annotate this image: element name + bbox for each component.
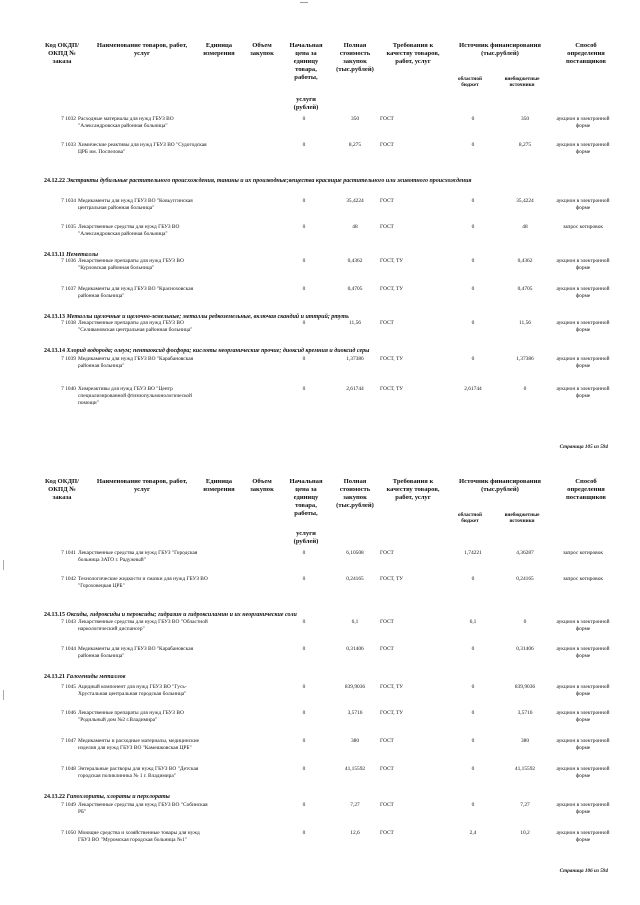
- quality-requirements: ГОСТ, ТУ: [380, 710, 404, 716]
- order-code: 7 1036: [61, 258, 76, 264]
- order-code: 7 1046: [61, 710, 76, 716]
- header-cost: Полная стоимость закупок (тыс.рублей): [336, 42, 374, 73]
- header-price: Начальная цена за единицу товара, работы,: [289, 478, 323, 517]
- header-name: Наименование товаров, работ, услуг: [96, 42, 188, 57]
- section-title: Гипохлориты, хлораты и перхлораты: [66, 794, 170, 800]
- item-name: Лекарственные препараты для нужд ГБУЗ ВО "Селивановская центральная районная больница": [78, 320, 193, 333]
- total-cost: 12,6: [350, 830, 360, 836]
- header-regional: областной бюджет: [458, 512, 482, 524]
- page-number: Страница 106 из 594: [559, 868, 608, 874]
- order-code: 7 1049: [61, 802, 76, 808]
- unit-price: 0: [302, 766, 306, 772]
- total-cost: 8,275: [348, 142, 362, 148]
- item-name: Медикаменты и расходные материалы, медицинские изделия для нужд ГБУЗ ВО "Камешковская ЦРБ": [78, 738, 199, 751]
- item-name: Расходные материалы для нужд ГБУЗ ВО "Александровская районная больница": [78, 116, 174, 129]
- order-code: 7 1048: [61, 766, 76, 772]
- unit-price: 0: [302, 386, 306, 392]
- item-name: Моющие средства и хозяйственные товары для нужд ГБУЗ ВО "Муромская городская больница №1": [78, 830, 200, 843]
- extra-budget: 4,36287: [516, 550, 534, 556]
- extra-budget: 839,9036: [514, 684, 536, 690]
- supplier-method: аукцион в электронной форме: [556, 258, 610, 271]
- supplier-method: аукцион в электронной форме: [556, 802, 610, 815]
- regional-budget: 1,74221: [464, 550, 482, 556]
- order-code: 7 1045: [61, 684, 76, 690]
- unit-price: 0: [302, 116, 306, 122]
- unit-price: 0: [302, 142, 306, 148]
- quality-requirements: ГОСТ: [380, 142, 394, 148]
- unit-price: 0: [302, 286, 306, 292]
- supplier-method: запрос котировок: [562, 224, 604, 230]
- regional-budget: 0: [471, 142, 475, 148]
- regional-budget: 0: [471, 224, 475, 230]
- header-method: Способ определения поставщиков: [566, 478, 606, 501]
- extra-budget: 8,275: [518, 142, 532, 148]
- item-name: Лекарственные препараты для нужд ГБУЗ ВО "Курловская районная больница": [78, 258, 184, 271]
- order-code: 7 1039: [61, 356, 76, 362]
- item-name: Лекарственные средства для нужд ГБУЗ ВО "Собинская РБ": [78, 802, 208, 815]
- order-code: 7 1050: [61, 830, 76, 836]
- supplier-method: аукцион в электронной форме: [556, 830, 610, 843]
- extra-budget: 0: [523, 619, 527, 625]
- regional-budget: 6,1: [469, 619, 477, 625]
- unit-price: 0: [302, 802, 306, 808]
- page-number: Страница 105 из 594: [559, 444, 608, 450]
- header-source: Источник финансирования (тыс.рублей): [459, 478, 541, 493]
- item-name: Энтеральные растворы для нужд ГБУЗ ВО "Детская городская поликлиника № 1 г. Владимира": [78, 766, 199, 779]
- quality-requirements: ГОСТ: [380, 619, 394, 625]
- extra-budget: 3,5716: [517, 710, 533, 716]
- extra-budget: 48: [522, 224, 528, 230]
- total-cost: 0,24165: [346, 576, 364, 582]
- header-price-unit: услуги (рублей): [293, 530, 319, 545]
- header-volume: Объем закупок: [250, 42, 274, 57]
- quality-requirements: ГОСТ, ТУ: [380, 576, 404, 582]
- total-cost: 35,4224: [346, 198, 364, 204]
- order-code: 7 1041: [61, 550, 76, 556]
- supplier-method: аукцион в электронной форме: [556, 198, 610, 211]
- quality-requirements: ГОСТ: [380, 738, 394, 744]
- item-name: Лекарственные средства для нужд ГБУЗ ВО "Александровская районная больница": [78, 224, 180, 237]
- quality-requirements: ГОСТ: [380, 116, 394, 122]
- quality-requirements: ГОСТ: [380, 550, 394, 556]
- extra-budget: 7,27: [520, 802, 530, 808]
- regional-budget: 0: [471, 198, 475, 204]
- header-method: Способ определения поставщиков: [566, 42, 606, 65]
- section-title: Хлорид водорода; олеум; пентаоксид фосфора; кислоты неорганические прочие; диоксид кремния и диоксид серы: [66, 348, 370, 354]
- regional-budget: 0: [471, 116, 475, 122]
- unit-price: 0: [302, 619, 306, 625]
- quality-requirements: ГОСТ, ТУ: [380, 386, 404, 392]
- header-regional: областной бюджет: [458, 76, 482, 88]
- section-heading: [44, 794, 584, 802]
- total-cost: 7,27: [350, 802, 360, 808]
- order-code: 7 1042: [61, 576, 76, 582]
- total-cost: 6,10508: [346, 550, 364, 556]
- item-name: Технологические жидкости и смазки для нужд ГБУЗ ВО "Гороховецкая ЦРБ": [78, 576, 208, 589]
- section-title: Неметаллы: [66, 252, 99, 258]
- order-code: 7 1032: [61, 116, 76, 122]
- scan-mark: [300, 2, 308, 3]
- supplier-method: аукцион в электронной форме: [556, 619, 610, 632]
- header-code: Код ОКДП/ ОКПД № заказа: [45, 478, 79, 501]
- total-cost: 48: [352, 224, 358, 230]
- unit-price: 0: [302, 646, 306, 652]
- section-heading: [44, 674, 584, 682]
- section-code: 24.12.22: [44, 178, 65, 184]
- total-cost: 3,5716: [347, 710, 363, 716]
- extra-budget: 10,2: [520, 830, 530, 836]
- section-title: Металлы щелочные и щелочно-земельные; металлы редкоземельные, включая скандий и иттрий; ртуть: [66, 314, 349, 320]
- item-name: Лекарственные средства для нужд ГБУЗ "Городская больница ЗАТО г. Радужный": [78, 550, 198, 563]
- header-code: Код ОКДП/ ОКПД № заказа: [45, 42, 79, 65]
- regional-budget: 0: [471, 320, 475, 326]
- section-code: 24.13.15: [44, 612, 65, 618]
- supplier-method: запрос котировок: [562, 550, 604, 556]
- item-name: Ацидный компонент для нужд ГБУЗ ВО "Гусь-Хрустальная центральная городская больница": [78, 684, 187, 697]
- unit-price: 0: [302, 198, 306, 204]
- regional-budget: 0: [471, 738, 475, 744]
- supplier-method: аукцион в электронной форме: [556, 386, 610, 399]
- quality-requirements: ГОСТ: [380, 320, 394, 326]
- unit-price: 0: [302, 550, 306, 556]
- extra-budget: 0,4705: [517, 286, 533, 292]
- total-cost: 41,15592: [344, 766, 366, 772]
- header-requirements: Требования к качеству товаров, работ, услуг: [386, 478, 440, 501]
- regional-budget: 0: [471, 710, 475, 716]
- unit-price: 0: [302, 224, 306, 230]
- regional-budget: 0: [471, 258, 475, 264]
- section-code: 24.13.13: [44, 314, 65, 320]
- order-code: 7 1043: [61, 619, 76, 625]
- header-extra: внебюджетные источники: [504, 76, 540, 88]
- regional-budget: 2,61744: [464, 386, 482, 392]
- unit-price: 0: [302, 830, 306, 836]
- order-code: 7 1040: [61, 386, 76, 392]
- quality-requirements: ГОСТ: [380, 802, 394, 808]
- order-code: 7 1034: [61, 198, 76, 204]
- order-code: 7 1047: [61, 738, 76, 744]
- total-cost: 0,31406: [346, 646, 364, 652]
- section-title: Оксиды, гидроксиды и пероксиды; гидразин и гидроксиламин и их неорганические соли: [66, 612, 297, 618]
- supplier-method: запрос котировок: [562, 576, 604, 582]
- section-code: 24.13.14: [44, 348, 65, 354]
- section-heading: [44, 178, 584, 186]
- section-title: Галогениды металлов: [66, 674, 126, 680]
- total-cost: 0,4362: [347, 258, 363, 264]
- unit-price: 0: [302, 258, 306, 264]
- item-name: Медикаменты для нужд ГБУЗ ВО "Карабановская районная больница": [78, 646, 194, 659]
- extra-budget: 35,4224: [516, 198, 534, 204]
- regional-budget: 0: [471, 576, 475, 582]
- quality-requirements: ГОСТ: [380, 830, 394, 836]
- header-unit: Единица измерения: [203, 478, 235, 493]
- quality-requirements: ГОСТ, ТУ: [380, 258, 404, 264]
- extra-budget: 1,37386: [516, 356, 534, 362]
- item-name: Лекарственные препараты для нужд ГБУЗ ВО "Родильный дом №2 г.Владимира": [78, 710, 184, 723]
- extra-budget: 41,15592: [514, 766, 536, 772]
- unit-price: 0: [302, 356, 306, 362]
- header-name: Наименование товаров, работ, услуг: [96, 478, 188, 493]
- section-heading: [44, 348, 584, 356]
- supplier-method: аукцион в электронной форме: [556, 766, 610, 779]
- supplier-method: аукцион в электронной форме: [556, 286, 610, 299]
- section-code: 24.13.22: [44, 794, 65, 800]
- regional-budget: 2,4: [469, 830, 477, 836]
- section-code: 24.13.11: [44, 252, 65, 258]
- supplier-method: аукцион в электронной форме: [556, 738, 610, 751]
- quality-requirements: ГОСТ: [380, 198, 394, 204]
- quality-requirements: ГОСТ: [380, 766, 394, 772]
- order-code: 7 1038: [61, 320, 76, 326]
- scan-mark: [3, 560, 4, 570]
- quality-requirements: ГОСТ, ТУ: [380, 684, 404, 690]
- header-price-unit: услуги (рублей): [293, 96, 319, 111]
- regional-budget: 0: [471, 286, 475, 292]
- total-cost: 1,37386: [346, 356, 364, 362]
- total-cost: 380: [350, 738, 360, 744]
- total-cost: 350: [350, 116, 360, 122]
- item-name: Химреактивы для нужд ГБУЗ ВО "Центр специализированной фтизиопульмонологической помощи": [78, 386, 193, 406]
- unit-price: 0: [302, 710, 306, 716]
- order-code: 7 1044: [61, 646, 76, 652]
- item-name: Медикаменты для нужд ГБУЗ ВО "Ковьуггинская центральная районная больница": [78, 198, 193, 211]
- header-extra: внебюджетные источники: [504, 512, 540, 524]
- supplier-method: аукцион в электронной форме: [556, 320, 610, 333]
- extra-budget: 0,31406: [516, 646, 534, 652]
- item-name: Лекарственные средства для нужд ГБУЗ ВО "Областной наркологический диспансер": [78, 619, 208, 632]
- unit-price: 0: [302, 738, 306, 744]
- order-code: 7 1035: [61, 224, 76, 230]
- section-code: 24.13.21: [44, 674, 65, 680]
- quality-requirements: ГОСТ: [380, 224, 394, 230]
- supplier-method: аукцион в электронной форме: [556, 646, 610, 659]
- total-cost: 2,61744: [346, 386, 364, 392]
- total-cost: 839,9036: [344, 684, 366, 690]
- item-name: Медикаменты для нужд ГБУЗ ВО "Карабановская районная больница": [78, 356, 194, 369]
- regional-budget: 0: [471, 802, 475, 808]
- total-cost: 0,4705: [347, 286, 363, 292]
- regional-budget: 0: [471, 766, 475, 772]
- extra-budget: 0: [523, 386, 527, 392]
- supplier-method: аукцион в электронной форме: [556, 116, 610, 129]
- regional-budget: 0: [471, 356, 475, 362]
- quality-requirements: ГОСТ, ТУ: [380, 356, 404, 362]
- header-unit: Единица измерения: [203, 42, 235, 57]
- item-name: Химические реактивы для нужд ГБУЗ ВО "Судогодская ЦРБ им. Поспелова": [78, 142, 207, 155]
- header-cost: Полная стоимость закупок (тыс.рублей): [336, 478, 374, 509]
- extra-budget: 0,4362: [517, 258, 533, 264]
- quality-requirements: ГОСТ, ТУ: [380, 286, 404, 292]
- regional-budget: 0: [471, 646, 475, 652]
- order-code: 7 1033: [61, 142, 76, 148]
- total-cost: 11,56: [349, 320, 361, 326]
- unit-price: 0: [302, 684, 306, 690]
- unit-price: 0: [302, 576, 306, 582]
- item-name: Медикаменты для нужд ГБУЗ ВО "Красноховская районная больница": [78, 286, 194, 299]
- header-price: Начальная цена за единицу товара, работы,: [289, 42, 323, 81]
- supplier-method: аукцион в электронной форме: [556, 142, 610, 155]
- extra-budget: 11,56: [519, 320, 531, 326]
- supplier-method: аукцион в электронной форме: [556, 356, 610, 369]
- header-requirements: Требования к качеству товаров, работ, услуг: [386, 42, 440, 65]
- header-volume: Объем закупок: [250, 478, 274, 493]
- order-code: 7 1037: [61, 286, 76, 292]
- unit-price: 0: [302, 320, 306, 326]
- header-source: Источник финансирования (тыс.рублей): [459, 42, 541, 57]
- supplier-method: аукцион в электронной форме: [556, 710, 610, 723]
- quality-requirements: ГОСТ: [380, 646, 394, 652]
- supplier-method: аукцион в электронной форме: [556, 684, 610, 697]
- extra-budget: 380: [520, 738, 530, 744]
- extra-budget: 0,24165: [516, 576, 534, 582]
- total-cost: 6,1: [351, 619, 359, 625]
- scan-mark: [3, 690, 4, 700]
- regional-budget: 0: [471, 684, 475, 690]
- extra-budget: 350: [520, 116, 530, 122]
- section-title: Экстракты дубильные растительного происхождения, танины и их производные;вещества красящие растительного или животного происхождения: [66, 178, 472, 184]
